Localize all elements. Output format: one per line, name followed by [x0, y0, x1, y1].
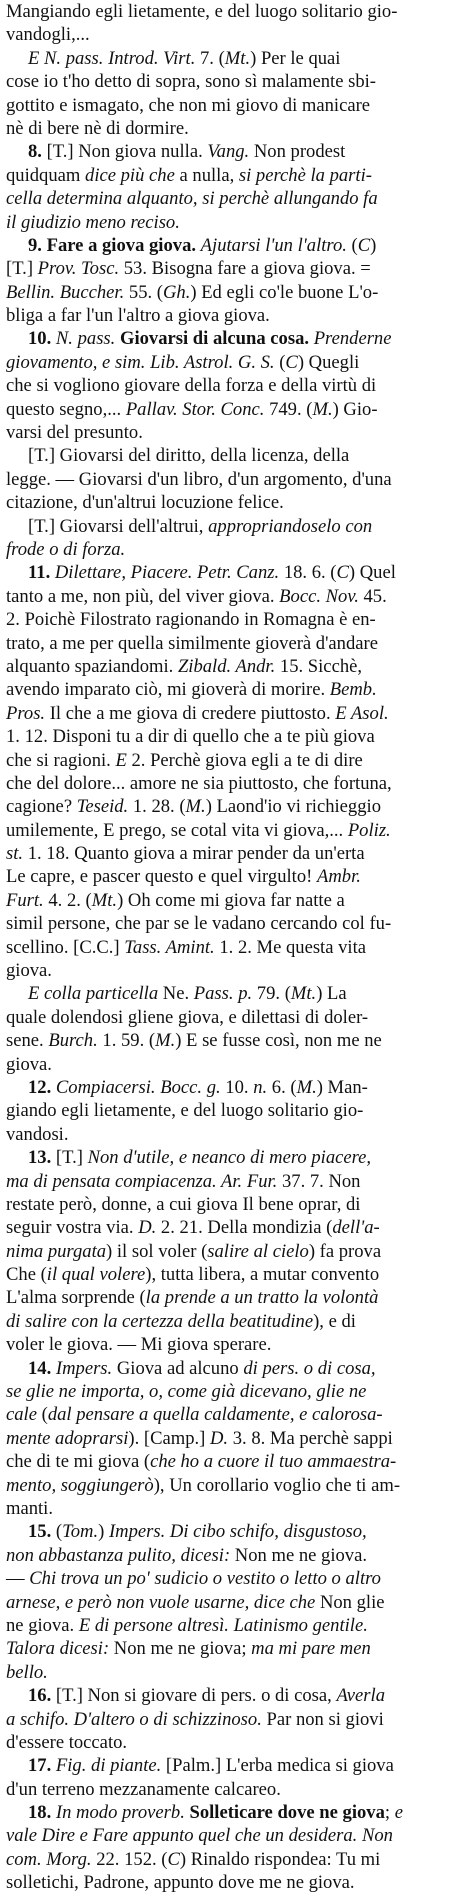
text-run: 1. 28. (	[128, 796, 186, 818]
text-run: Le capre, e pascer questo e quel virgulto!	[6, 866, 317, 888]
text-run: C	[336, 562, 349, 584]
text-run: Giovarsi di alcuna cosa.	[115, 328, 310, 350]
text-line	[6, 1474, 471, 1497]
text-line	[6, 1614, 471, 1637]
text-run: Non glie	[315, 1591, 385, 1613]
text-run: Fig. di piante.	[55, 1755, 162, 1777]
text-line	[6, 1637, 471, 1660]
text-line	[6, 959, 471, 982]
text-run: che del dolore... amore ne sia piuttosto, che fortuna,	[6, 772, 392, 794]
text-run: non abbastanza pulito, dicesi:	[6, 1544, 231, 1566]
text-run: 3. 8. Ma perchè sappi	[228, 1427, 393, 1449]
text-run: 10.	[220, 1076, 254, 1098]
text-run: Bemb.	[329, 679, 377, 701]
text-line	[6, 164, 471, 187]
text-run: citazione, d'un'altrui locuzione felice.	[6, 492, 284, 514]
text-run: ma di pensata compiacenza. Ar. Fur.	[6, 1170, 278, 1192]
text-run: simil persone, che par se le vadano cercando col fu-	[6, 913, 392, 935]
text-line	[6, 117, 471, 140]
text-run: 53. Bisogna fare a giova giova. =	[119, 258, 371, 280]
text-run: ). [Camp.]	[128, 1427, 210, 1449]
text-run: seguir vostra via.	[6, 1217, 139, 1239]
text-run: Pros.	[6, 702, 46, 724]
text-line	[6, 47, 471, 70]
text-run: ) Man-	[316, 1076, 368, 1098]
text-run: di salire con la certezza della beatitudine	[6, 1310, 314, 1332]
text-line	[6, 1567, 471, 1590]
text-line	[6, 1123, 471, 1146]
text-run: E colla particella	[28, 983, 159, 1005]
text-run: Prenderne	[313, 328, 392, 350]
text-line	[6, 538, 471, 561]
text-run: a schifo. D'altero o di schizzinoso.	[6, 1708, 262, 1730]
text-line	[6, 398, 471, 421]
text-run: se glie ne importa, o, come già dicevano, glie ne	[6, 1381, 367, 1403]
text-run: ;	[384, 1802, 395, 1824]
text-run: bello.	[6, 1661, 48, 1683]
text-run: (	[36, 1404, 48, 1426]
text-run: —	[6, 1568, 30, 1590]
text-run: gottito e ismagato, che non mi giovo di manicare	[6, 94, 371, 116]
text-run: vale Dire e Fare appunto quel che un desidera. Non	[6, 1825, 393, 1847]
text-line	[6, 421, 471, 444]
text-run: frode o di forza.	[6, 538, 126, 560]
text-line	[6, 1263, 471, 1286]
text-run: M.	[185, 796, 206, 818]
text-line	[6, 1053, 471, 1076]
text-line	[6, 1778, 471, 1801]
text-run: Solleticare dove ne giova	[184, 1802, 385, 1824]
text-run: Pallav. Stor. Conc.	[125, 398, 265, 420]
text-line	[6, 1801, 471, 1824]
text-run: Vang.	[207, 141, 250, 163]
text-run: M.	[155, 1030, 176, 1052]
text-line	[6, 1708, 471, 1731]
text-run: ne giova.	[6, 1614, 79, 1636]
text-run: ) Quel	[348, 562, 396, 584]
text-line	[6, 281, 471, 304]
text-run: vandosi.	[6, 1123, 69, 1145]
text-run: giova.	[6, 1053, 52, 1075]
text-line	[6, 1661, 471, 1684]
text-run: ) La	[316, 983, 347, 1005]
text-run: E Asol.	[335, 702, 389, 724]
text-line	[6, 468, 471, 491]
text-run: Non prodest	[249, 141, 346, 163]
text-run: legge. — Giovarsi d'un libro, d'un argomento, d'una	[6, 468, 392, 490]
text-line	[6, 1216, 471, 1239]
text-line	[6, 1099, 471, 1122]
text-run: quale dolendosi gliene giova, e dilettasi di doler-	[6, 1006, 369, 1028]
text-run: Furt.	[6, 889, 44, 911]
text-run: Impers.	[55, 1357, 113, 1379]
text-run: Mt.	[224, 47, 251, 69]
text-line	[6, 655, 471, 678]
text-run: umilemente, E prego, se cotal vita vi giova,...	[6, 819, 348, 841]
text-run: Gh.	[162, 281, 191, 303]
text-run: 2. 21. Della mondizia (	[156, 1217, 333, 1239]
text-run: 18.	[28, 1802, 52, 1824]
text-run: ), Un corollario voglio che ti am-	[153, 1474, 401, 1496]
text-line	[6, 1848, 471, 1871]
text-run: (	[51, 1521, 63, 1543]
text-run: 16.	[28, 1685, 52, 1707]
text-run: Pass. p.	[193, 983, 253, 1005]
text-run: nima purgata	[6, 1240, 107, 1262]
text-run: cella determina alquanto, si perchè allungando fa	[6, 188, 378, 210]
text-line	[6, 1544, 471, 1567]
text-run: Non me ne giova;	[109, 1638, 252, 1660]
text-line	[6, 1146, 471, 1169]
text-line	[6, 327, 471, 350]
text-line	[6, 1450, 471, 1473]
text-run: 1. 12. Disponi tu a dir di quello che a te più giova	[6, 726, 375, 748]
text-line	[6, 936, 471, 959]
text-run: Che (	[6, 1264, 47, 1286]
text-run: e	[394, 1802, 403, 1824]
text-run: tanto a me, non più, del viver giova.	[6, 585, 280, 607]
text-run: sene.	[6, 1030, 49, 1052]
text-run: 9. Fare a giova giova.	[28, 234, 197, 256]
text-run: [Palm.] L'erba medica si giova	[161, 1755, 394, 1777]
text-run: Par non si giovi	[261, 1708, 384, 1730]
text-run: D.	[210, 1427, 229, 1449]
text-run: d'un terreno mezzanamente calcareo.	[6, 1778, 281, 1800]
text-run: 10.	[28, 328, 52, 350]
text-line	[6, 23, 471, 46]
text-run: Mt.	[290, 983, 317, 1005]
text-line	[6, 1310, 471, 1333]
text-line	[6, 1380, 471, 1403]
text-run: nè di bere nè di dormire.	[6, 117, 189, 139]
text-line	[6, 140, 471, 163]
text-run: com. Morg.	[6, 1848, 92, 1870]
text-run: scellino. [C.C.]	[6, 936, 125, 958]
text-line	[6, 491, 471, 514]
text-run: restate però, donne, a cui giova Il bene oprar, di	[6, 1193, 361, 1215]
text-run: 55. (	[124, 281, 163, 303]
text-run: avendo imparato ciò, mi gioverà di morire.	[6, 679, 330, 701]
text-line	[6, 865, 471, 888]
text-run: ) Laond'io vi richieggio	[205, 796, 381, 818]
text-run: mente adoprarsi	[6, 1427, 129, 1449]
text-line	[6, 1193, 471, 1216]
text-run: Dilettare, Piacere. Petr. Canz.	[54, 562, 280, 584]
text-run: C	[357, 234, 371, 256]
text-run: C	[167, 1848, 180, 1870]
text-run: a nulla,	[174, 164, 239, 186]
text-line	[6, 1427, 471, 1450]
text-run: ) Ed egli co'le buone L'o-	[190, 281, 379, 303]
text-run: si perchè la parti-	[238, 164, 372, 186]
text-line	[6, 749, 471, 772]
text-run: 1. 18. Quanto giova a mirar pender da un'erta	[23, 843, 365, 865]
text-line	[6, 187, 471, 210]
text-run: 13.	[28, 1147, 52, 1169]
text-run: 15.	[28, 1521, 52, 1543]
text-run: Il che a me giova di credere piuttosto.	[45, 702, 336, 724]
text-run: [T.] Non giova nulla.	[41, 141, 208, 163]
text-run: mento, soggiungerò	[6, 1474, 154, 1496]
text-run: Averla	[336, 1685, 386, 1707]
text-run: il giudizio meno reciso.	[6, 211, 180, 233]
text-run: appropriandoselo con	[208, 515, 373, 537]
text-run: salire al cielo	[207, 1240, 309, 1262]
text-run: Talora dicesi:	[6, 1638, 110, 1660]
text-run: il qual volere	[46, 1264, 146, 1286]
text-line	[6, 1520, 471, 1543]
text-line	[6, 1333, 471, 1356]
text-run: Ne.	[158, 983, 194, 1005]
text-run: E di persone altresì. Latinismo gentile.	[78, 1614, 368, 1636]
text-run: [T.]	[51, 1147, 88, 1169]
text-run: Mangiando egli lietamente, e del luogo solitario gio-	[6, 1, 398, 22]
text-line	[6, 304, 471, 327]
text-line	[6, 257, 471, 280]
text-run: 17.	[28, 1755, 52, 1777]
text-run: giando egli lietamente, e del luogo solitario gio-	[6, 1100, 364, 1122]
text-line	[6, 1357, 471, 1380]
text-run: 2. Poichè Filostrato ragionando in Romagna è en-	[6, 609, 376, 631]
text-line	[6, 374, 471, 397]
text-run: cagione?	[6, 796, 77, 818]
text-run: [T.] Giovarsi del diritto, della licenza, della	[28, 445, 350, 467]
text-run: 7. (	[195, 47, 225, 69]
text-line	[6, 702, 471, 725]
text-run: 15. Sicchè,	[275, 655, 363, 677]
text-run: ) il sol voler (	[106, 1240, 208, 1262]
text-run: (	[274, 351, 286, 373]
text-run: ) E se fusse così, non me ne	[175, 1030, 382, 1052]
text-line	[6, 1286, 471, 1309]
text-run: questo segno,...	[6, 398, 126, 420]
text-run: manti.	[6, 1498, 53, 1519]
text-run: dell'a-	[332, 1217, 380, 1239]
text-line	[6, 1497, 471, 1520]
text-run: 18. 6. (	[279, 562, 337, 584]
text-run: 2. Perchè giova egli a te di dire	[126, 749, 363, 771]
text-run: cose io t'ho detto di sopra, sono sì malamente sbi-	[6, 71, 376, 93]
text-run: )	[370, 234, 377, 256]
text-run: Non d'utile, e neanco di mero piacere,	[87, 1147, 372, 1169]
text-run: C	[285, 351, 298, 373]
text-run: cale	[6, 1404, 37, 1426]
text-run: E N. pass. Introd. Virt.	[28, 47, 196, 69]
text-run: Tom.	[62, 1521, 99, 1543]
text-line	[6, 678, 471, 701]
text-run: 11.	[28, 562, 51, 584]
text-run: 14.	[28, 1357, 52, 1379]
text-run: che si vogliono giovare della forza e della virtù di	[6, 375, 377, 397]
text-run: (	[346, 234, 358, 256]
text-run: st.	[6, 843, 24, 865]
text-run: giovamento, e sim. Lib. Astrol. G. S.	[6, 351, 275, 373]
text-line	[6, 1240, 471, 1263]
text-line	[6, 819, 471, 842]
text-line	[6, 1170, 471, 1193]
text-run: N. pass.	[55, 328, 116, 350]
text-run: che di te mi giova (	[6, 1451, 151, 1473]
text-run: Teseid.	[76, 796, 129, 818]
text-line	[6, 982, 471, 1005]
text-line	[6, 1871, 471, 1894]
text-run: Ambr.	[316, 866, 361, 888]
text-line	[6, 1731, 471, 1754]
text-run: [T.]	[6, 258, 38, 280]
text-run: Mt.	[91, 889, 118, 911]
text-line	[6, 632, 471, 655]
text-run: 1. 59. (	[97, 1030, 156, 1052]
text-run: Zibald. Andr.	[177, 655, 276, 677]
text-run: 8.	[28, 141, 42, 163]
text-run: ) Quegli	[297, 351, 360, 373]
text-line	[6, 0, 471, 23]
text-run: arnese, e però non vuole usarne, dice che	[6, 1591, 316, 1613]
text-run: voler le giova. — Mi giova sperare.	[6, 1334, 272, 1356]
text-line	[6, 1754, 471, 1777]
text-run: Bellin. Buccher.	[6, 281, 125, 303]
text-run: E	[115, 749, 127, 771]
text-run: giova.	[6, 960, 52, 982]
text-line	[6, 234, 471, 257]
text-run: )	[98, 1521, 109, 1543]
text-line	[6, 1006, 471, 1029]
text-run: ), e di	[313, 1310, 356, 1332]
text-run: 749. (	[264, 398, 313, 420]
text-run: ) Rinaldo rispondea: Tu mi	[179, 1848, 381, 1870]
text-line	[6, 1591, 471, 1614]
text-run: quidquam	[6, 164, 86, 186]
text-line	[6, 912, 471, 935]
text-line	[6, 608, 471, 631]
text-run: ma mi pare men	[251, 1638, 371, 1660]
text-line	[6, 889, 471, 912]
text-run: la prende a un tratto la volontà	[145, 1287, 379, 1309]
text-run: bliga a far l'un l'altro a giova giova.	[6, 305, 270, 327]
text-line	[6, 211, 471, 234]
text-line	[6, 842, 471, 865]
text-run: 45.	[358, 585, 387, 607]
text-run: Chi trova un po' sudicio o vestito o letto o altro	[29, 1568, 381, 1590]
text-line	[6, 772, 471, 795]
text-run: 79. (	[252, 983, 291, 1005]
text-run: D.	[138, 1217, 157, 1239]
text-line	[6, 1684, 471, 1707]
text-line	[6, 725, 471, 748]
text-line	[6, 1824, 471, 1847]
text-run: Poliz.	[347, 819, 391, 841]
text-run: che si ragioni.	[6, 749, 116, 771]
text-run: [T.] Giovarsi dell'altrui,	[28, 515, 209, 537]
text-run: 12.	[28, 1076, 52, 1098]
text-run: Burch.	[48, 1030, 98, 1052]
text-run: vandogli,...	[6, 24, 90, 46]
text-line	[6, 1076, 471, 1099]
text-run: dal pensare a quella caldamente, e calorosa-	[47, 1404, 383, 1426]
text-run: d'essere toccato.	[6, 1731, 128, 1753]
text-run: che ho a cuore il tuo ammaestra-	[150, 1451, 397, 1473]
text-run: Compiacersi. Bocc. g.	[55, 1076, 221, 1098]
text-run: ) fa prova	[308, 1240, 382, 1262]
text-run: ), tutta libera, a mutar convento	[145, 1264, 380, 1286]
text-run: 1. 2. Me questa vita	[214, 936, 367, 958]
text-run: Bocc. Nov.	[279, 585, 359, 607]
text-line	[6, 70, 471, 93]
text-run: M.	[312, 398, 333, 420]
text-run: L'alma sorprende (	[6, 1287, 146, 1309]
text-run: 37. 7. Non	[277, 1170, 361, 1192]
text-line	[6, 515, 471, 538]
text-line	[6, 444, 471, 467]
text-run: M.	[296, 1076, 317, 1098]
text-run: Ajutarsi l'un l'altro.	[200, 234, 347, 256]
text-run: Prov. Tosc.	[37, 258, 120, 280]
text-line	[6, 1403, 471, 1426]
text-line	[6, 561, 471, 584]
text-line	[6, 1029, 471, 1052]
text-run: 22. 152. (	[91, 1848, 168, 1870]
text-run: varsi del presunto.	[6, 422, 143, 444]
text-run: dice più che	[85, 164, 175, 186]
text-run: Tass. Amint.	[124, 936, 215, 958]
text-run: di pers. o di cosa,	[243, 1357, 376, 1379]
text-line	[6, 94, 471, 117]
text-run: alquanto spaziandomi.	[6, 655, 178, 677]
text-run: trato, a me per quella similmente gioverà d'andare	[6, 632, 378, 654]
text-run: Non me ne giova.	[230, 1544, 367, 1566]
text-run: n.	[253, 1076, 268, 1098]
text-line	[6, 795, 471, 818]
text-run: Giova ad alcuno	[112, 1357, 244, 1379]
text-run: solletichi, Padrone, appunto dove me ne giova.	[6, 1872, 355, 1894]
text-run: [T.] Non si giovare di pers. o di cosa,	[51, 1685, 337, 1707]
text-run: ) Gio-	[332, 398, 378, 420]
text-run: ) Per le quai	[250, 47, 341, 69]
text-line	[6, 585, 471, 608]
text-run: 6. (	[267, 1076, 297, 1098]
text-run: ) Oh come mi giova far natte a	[117, 889, 345, 911]
text-line	[6, 351, 471, 374]
text-run: 4. 2. (	[43, 889, 92, 911]
text-run: Impers. Di cibo schifo, disgustoso,	[108, 1521, 367, 1543]
text-run: In modo proverb.	[55, 1802, 185, 1824]
